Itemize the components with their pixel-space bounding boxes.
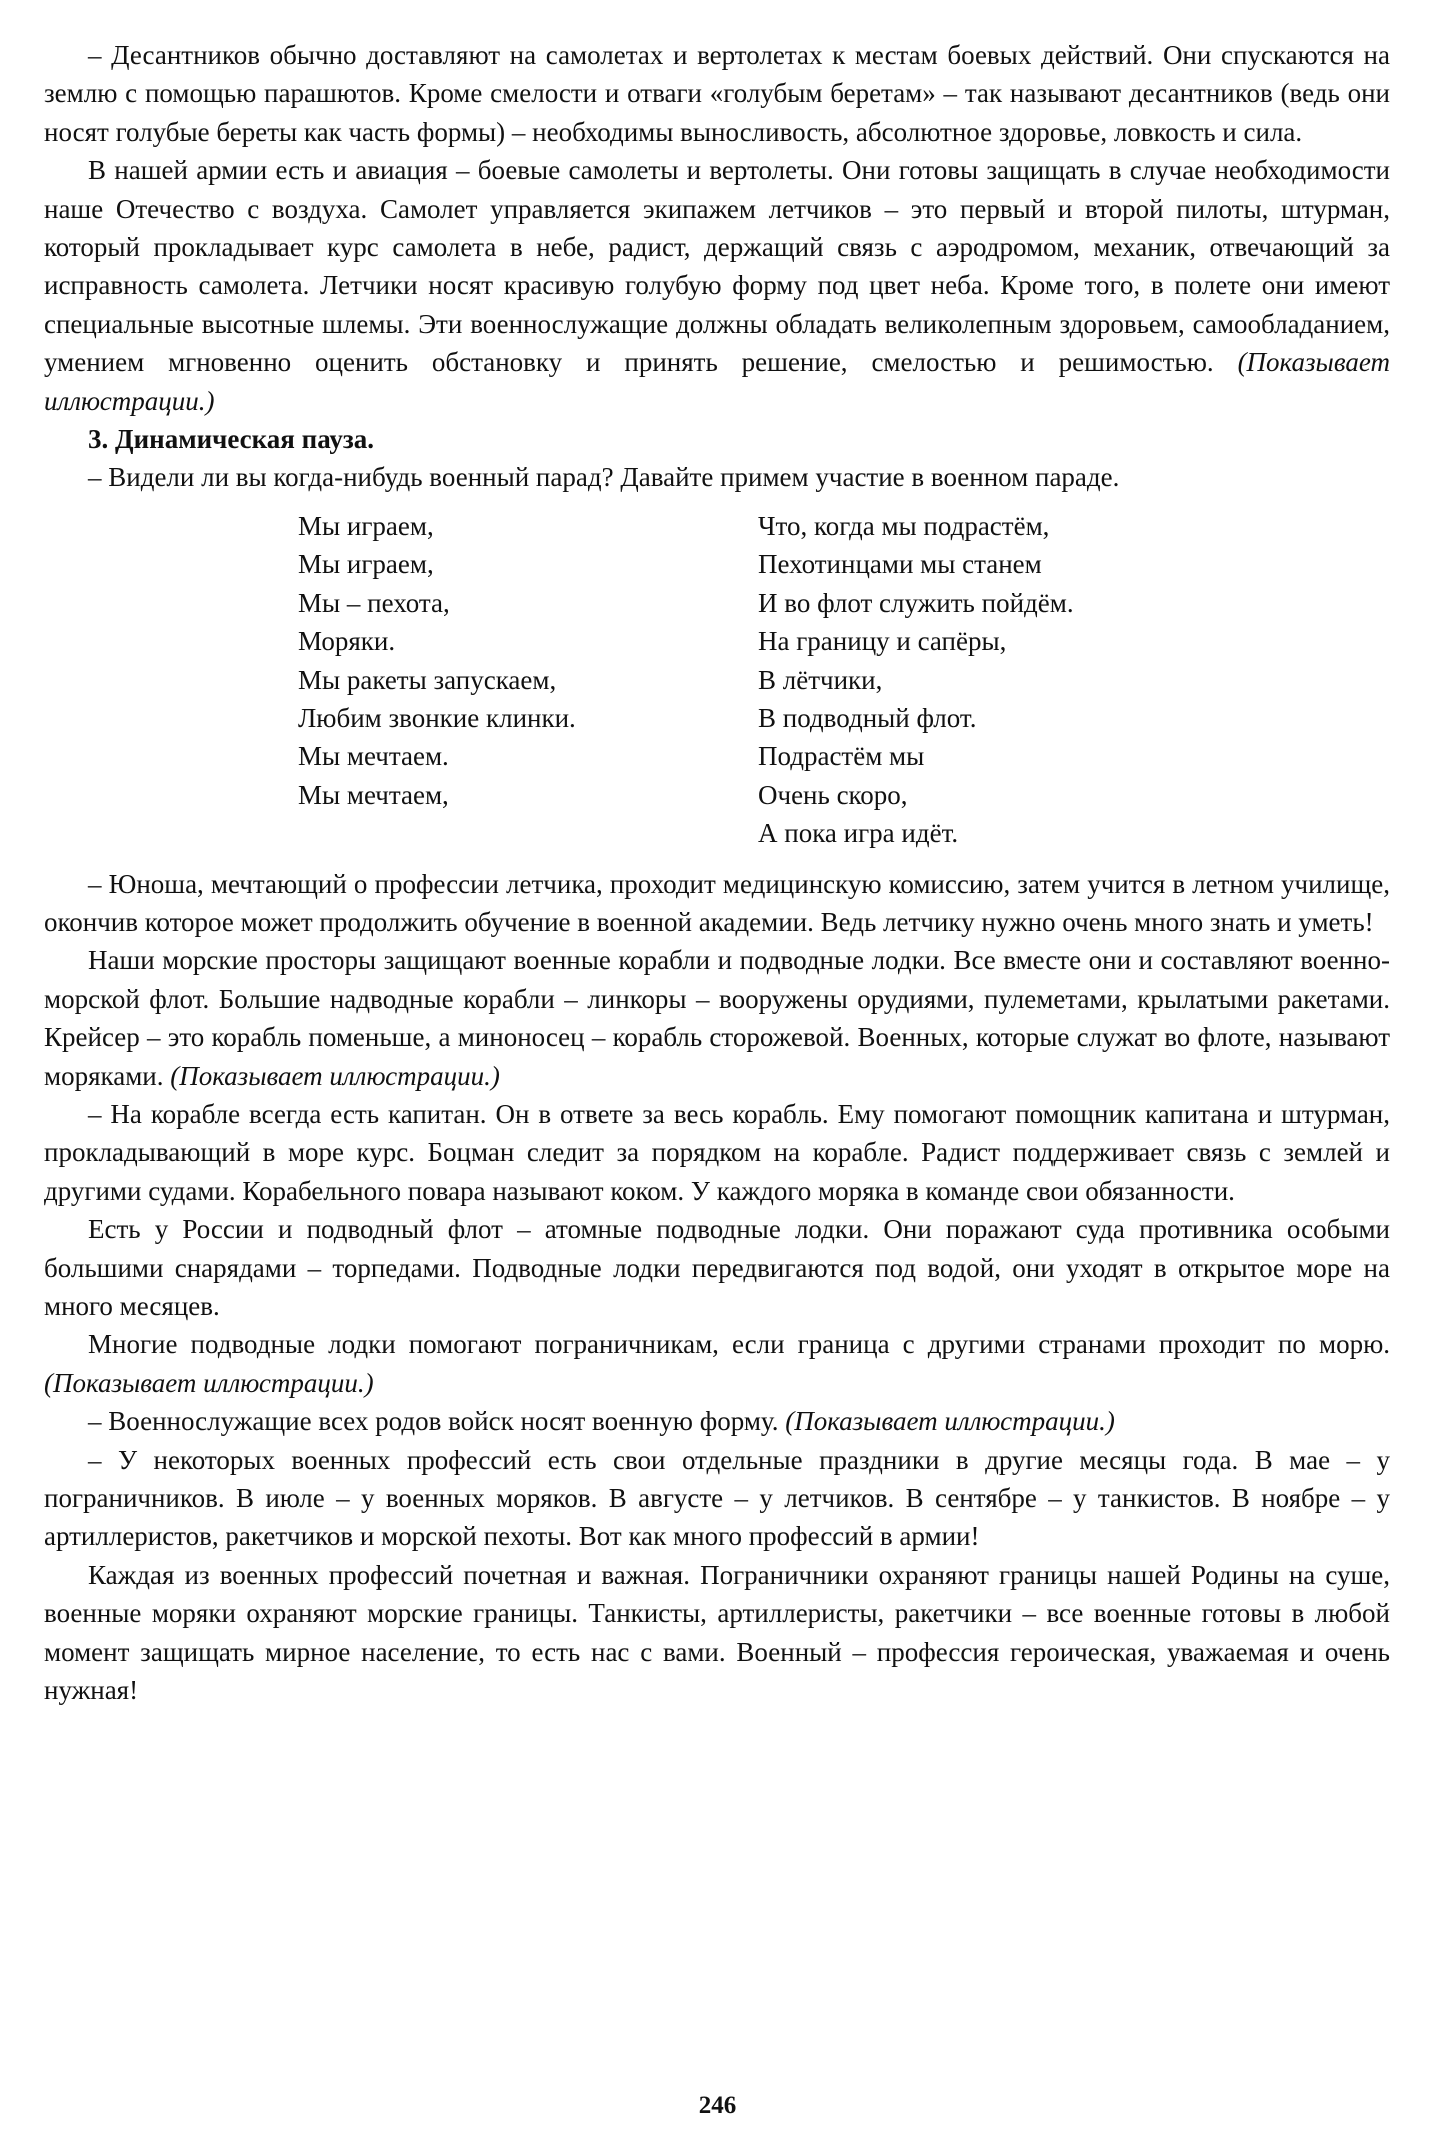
paragraph: – На корабле всегда есть капитан. Он в ответе за весь корабль. Ему помогают помощник капитана и штурман, прокладывающий в море курс. Боцман следит за порядком на корабле. Радист поддерживает связь с землей и другими судами. Корабельного повара называют коком. У каждого моряка в команде свои обязанности.: [44, 1098, 1390, 1206]
poem-line: Мы ракеты запускаем,: [298, 664, 557, 695]
paragraphs-top: [44, 36, 1390, 420]
stage-direction: (Показывает иллюстрации.): [44, 347, 1390, 416]
paragraphs-bottom: [44, 865, 1390, 1710]
paragraph: – Юноша, мечтающий о профессии летчика, проходит медицинскую комиссию, затем учится в летном училище, окончив которое может продолжить обучение в военной академии. Ведь летчику нужно очень много знать и уметь!: [44, 868, 1390, 937]
stage-direction: (Показывает иллюстрации.): [170, 1060, 500, 1091]
paragraph: Каждая из военных профессий почетная и важная. Пограничники охраняют границы нашей Родины на суше, военные моряки охраняют морские границы. Танкисты, артиллеристы, ракетчики – все военные готовы в любой момент защищать мирное население, то есть нас с вами. Военный – профессия героическая, уважаемая и очень нужная!: [44, 1559, 1390, 1706]
paragraph: Наши морские просторы защищают военные корабли и подводные лодки. Все вместе они и составляют военно-морской флот. Большие надводные корабли – линкоры – вооружены орудиями, пулеметами, крылатыми ракетами. Крейсер – это корабль поменьше, а миноносец – корабль сторожевой. Военных, которые служат во флоте, называют моряками. (Показывает иллюстрации.): [44, 945, 1390, 1091]
poem-line: Мы – пехота,: [298, 587, 450, 618]
poem-line: Мы играем,: [298, 510, 434, 541]
poem-column-right: [758, 507, 1074, 853]
poem-line: Мы мечтаем.: [298, 741, 449, 772]
poem-line: И во флот служить пойдём.: [758, 587, 1074, 618]
page-body: [44, 36, 1390, 1709]
poem-column-left: [298, 507, 758, 853]
poem-line: В лётчики,: [758, 664, 883, 695]
paragraph: – Десантников обычно доставляют на самолетах и вертолетах к местам боевых действий. Они спускаются на землю с помощью парашютов. Кроме смелости и отваги «голубым беретам» – так называют десантников (ведь они носят голубые береты как часть формы) – необходимы выносливость, абсолютное здоровье, ловкость и сила.: [44, 40, 1390, 147]
paragraph: – Военнослужащие всех родов войск носят военную форму. (Показывает иллюстрации.): [88, 1406, 1115, 1437]
paragraph-intro: – Видели ли вы когда-нибудь военный парад? Давайте примем участие в военном параде.: [88, 462, 1120, 493]
paragraph: В нашей армии есть и авиация – боевые самолеты и вертолеты. Они готовы защищать в случае необходимости наше Отечество с воздуха. Самолет управляется экипажем летчиков – это первый и второй пилоты, штурман, который прокладывает курс самолета в небе, радист, держащий связь с аэродромом, механик, отвечающий за исправность самолета. Летчики носят красивую голубую форму под цвет неба. Кроме того, в полете они имеют специальные высотные шлемы. Эти военнослужащие должны обладать великолепным здоровьем, самообладанием, умением мгновенно оценить обстановку и принять решение, смелостью и решимостью. (Показывает иллюстрации.): [44, 155, 1390, 416]
poem-line: В подводный флот.: [758, 702, 977, 733]
poem-line: Что, когда мы подрастём,: [758, 510, 1050, 541]
poem-line: На границу и сапёры,: [758, 626, 1007, 657]
poem: [298, 507, 1390, 853]
poem-line: Подрастём мы: [758, 741, 925, 772]
paragraph: – У некоторых военных профессий есть свои отдельные праздники в другие месяцы года. В мае – у пограничников. В июле – у военных моряков. В августе – у летчиков. В сентябре – у танкистов. В ноябре – у артиллеристов, ракетчиков и морской пехоты. Вот как много профессий в армии!: [44, 1444, 1390, 1552]
section-heading: 3. Динамическая пауза.: [88, 424, 374, 455]
poem-line: Мы мечтаем,: [298, 779, 449, 810]
poem-line: Очень скоро,: [758, 779, 908, 810]
page-number: 246: [698, 2092, 737, 2119]
poem-line: Моряки.: [298, 626, 396, 657]
poem-line: Пехотинцами мы станем: [758, 549, 1042, 580]
paragraph: Есть у России и подводный флот – атомные подводные лодки. Они поражают суда противника особыми большими снарядами – торпедами. Подводные лодки передвигаются под водой, они уходят в открытое море на много месяцев.: [44, 1214, 1390, 1321]
paragraph: Многие подводные лодки помогают пограничникам, если граница с другими странами проходит по морю. (Показывает иллюстрации.): [44, 1329, 1390, 1398]
poem-line: Мы играем,: [298, 549, 434, 580]
poem-line: А пока игра идёт.: [758, 818, 959, 849]
stage-direction: (Показывает иллюстрации.): [785, 1406, 1115, 1437]
stage-direction: (Показывает иллюстрации.): [44, 1367, 374, 1398]
poem-line: Любим звонкие клинки.: [298, 702, 576, 733]
